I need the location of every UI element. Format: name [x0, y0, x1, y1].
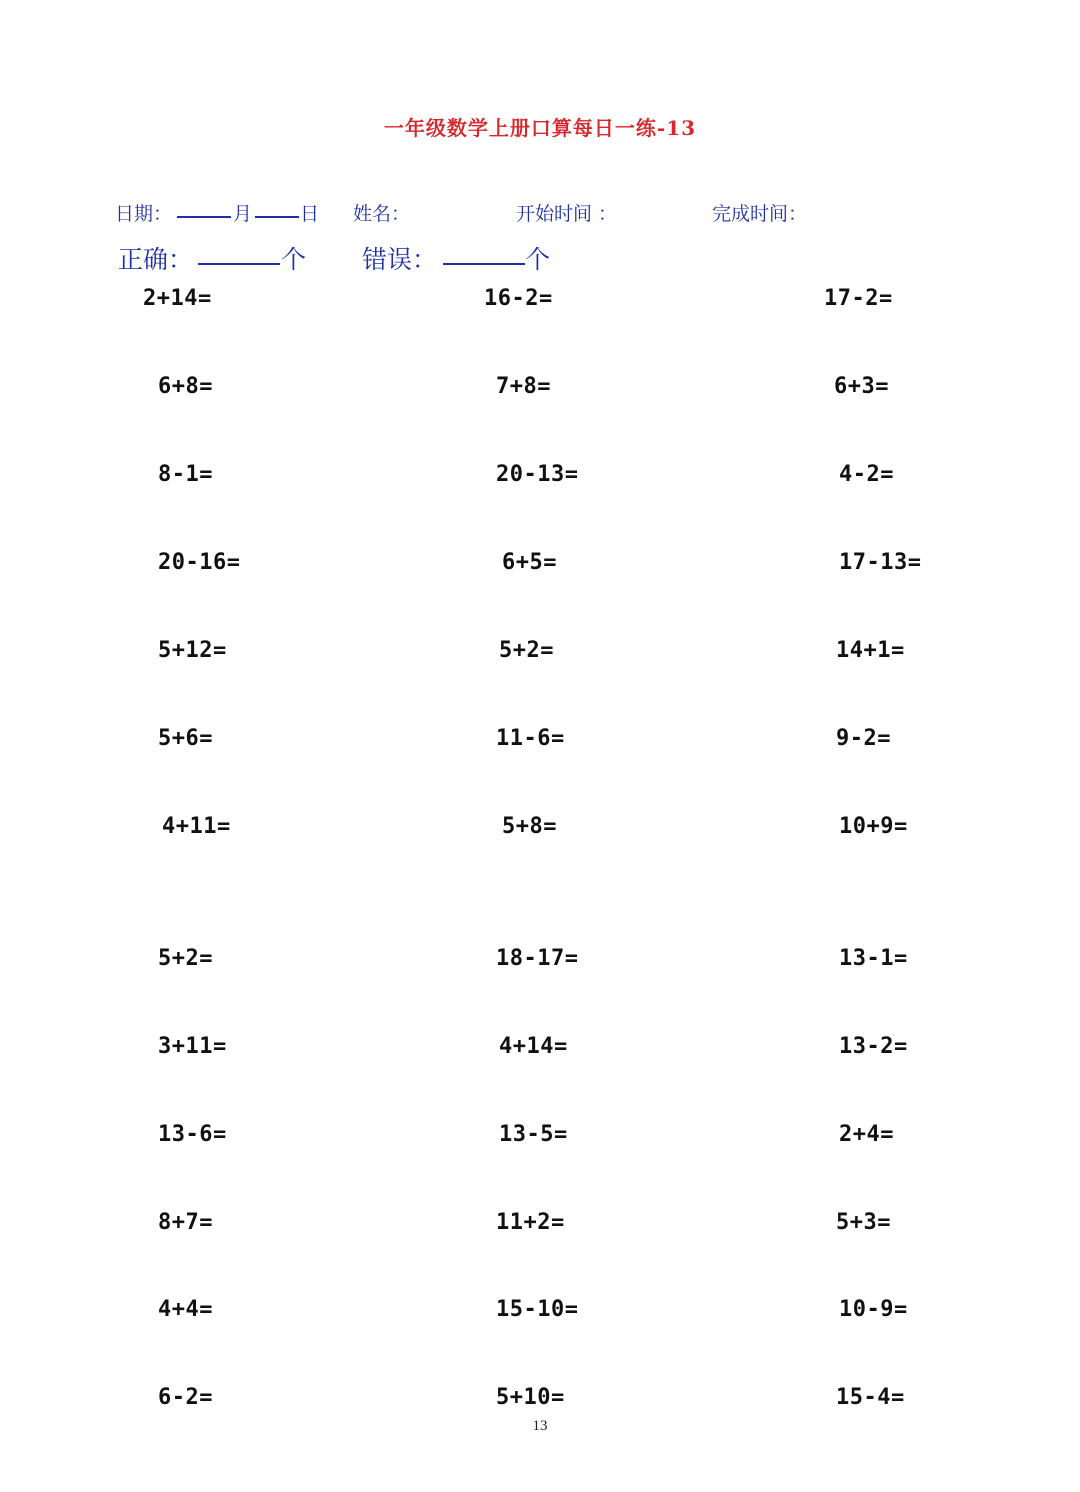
month-label: 月 [233, 203, 253, 225]
problem-item: 3+11= [158, 1034, 227, 1059]
correct-unit: 个 [281, 245, 307, 274]
correct-label: 正确： [118, 245, 194, 274]
problem-item: 9-2= [836, 726, 891, 751]
problem-item: 2+14= [143, 286, 212, 311]
date-label: 日期： [115, 203, 173, 225]
problem-item: 4-2= [839, 462, 894, 487]
problem-item: 15-4= [836, 1385, 905, 1410]
problem-item: 2+4= [839, 1122, 894, 1147]
problem-item: 5+6= [158, 726, 213, 751]
page-number: 13 [532, 1418, 548, 1434]
problem-item: 5+2= [499, 638, 554, 663]
wrong-unit: 个 [525, 245, 551, 274]
month-blank[interactable] [177, 199, 231, 223]
problem-item: 17-2= [824, 286, 893, 311]
problem-item: 6+3= [834, 374, 889, 399]
problem-item: 4+11= [162, 814, 231, 839]
problem-item: 10+9= [839, 814, 908, 839]
problem-item: 7+8= [496, 374, 551, 399]
problem-item: 4+14= [499, 1034, 568, 1059]
problem-item: 10-9= [839, 1297, 908, 1322]
problem-item: 5+8= [502, 814, 557, 839]
problem-item: 13-1= [839, 946, 908, 971]
problem-item: 11-6= [496, 726, 565, 751]
correct-blank[interactable] [198, 240, 280, 271]
problem-item: 8+7= [158, 1210, 213, 1235]
day-blank[interactable] [255, 199, 299, 223]
wrong-blank[interactable] [443, 240, 525, 271]
problem-item: 5+10= [496, 1385, 565, 1410]
problem-item: 6+5= [502, 550, 557, 575]
problem-item: 20-13= [496, 462, 579, 487]
problem-item: 6+8= [158, 374, 213, 399]
problem-item: 13-6= [158, 1122, 227, 1147]
start-time-label: 开始时间 ： [516, 203, 618, 225]
finish-time-label: 完成时间： [712, 203, 808, 225]
name-label: 姓名： [353, 203, 411, 225]
problem-item: 17-13= [839, 550, 922, 575]
problem-item: 15-10= [496, 1297, 579, 1322]
page-title: 一年级数学上册口算每日一练-13 [383, 116, 697, 140]
problem-item: 8-1= [158, 462, 213, 487]
problem-item: 5+2= [158, 946, 213, 971]
problem-item: 5+3= [836, 1210, 891, 1235]
day-label: 日 [300, 203, 320, 225]
problem-item: 6-2= [158, 1385, 213, 1410]
problem-item: 18-17= [496, 946, 579, 971]
problem-item: 16-2= [484, 286, 553, 311]
problem-item: 4+4= [158, 1297, 213, 1322]
wrong-label: 错误： [362, 245, 438, 274]
problem-item: 5+12= [158, 638, 227, 663]
problem-item: 13-2= [839, 1034, 908, 1059]
problem-item: 14+1= [836, 638, 905, 663]
problem-item: 11+2= [496, 1210, 565, 1235]
problem-item: 13-5= [499, 1122, 568, 1147]
problem-item: 20-16= [158, 550, 241, 575]
